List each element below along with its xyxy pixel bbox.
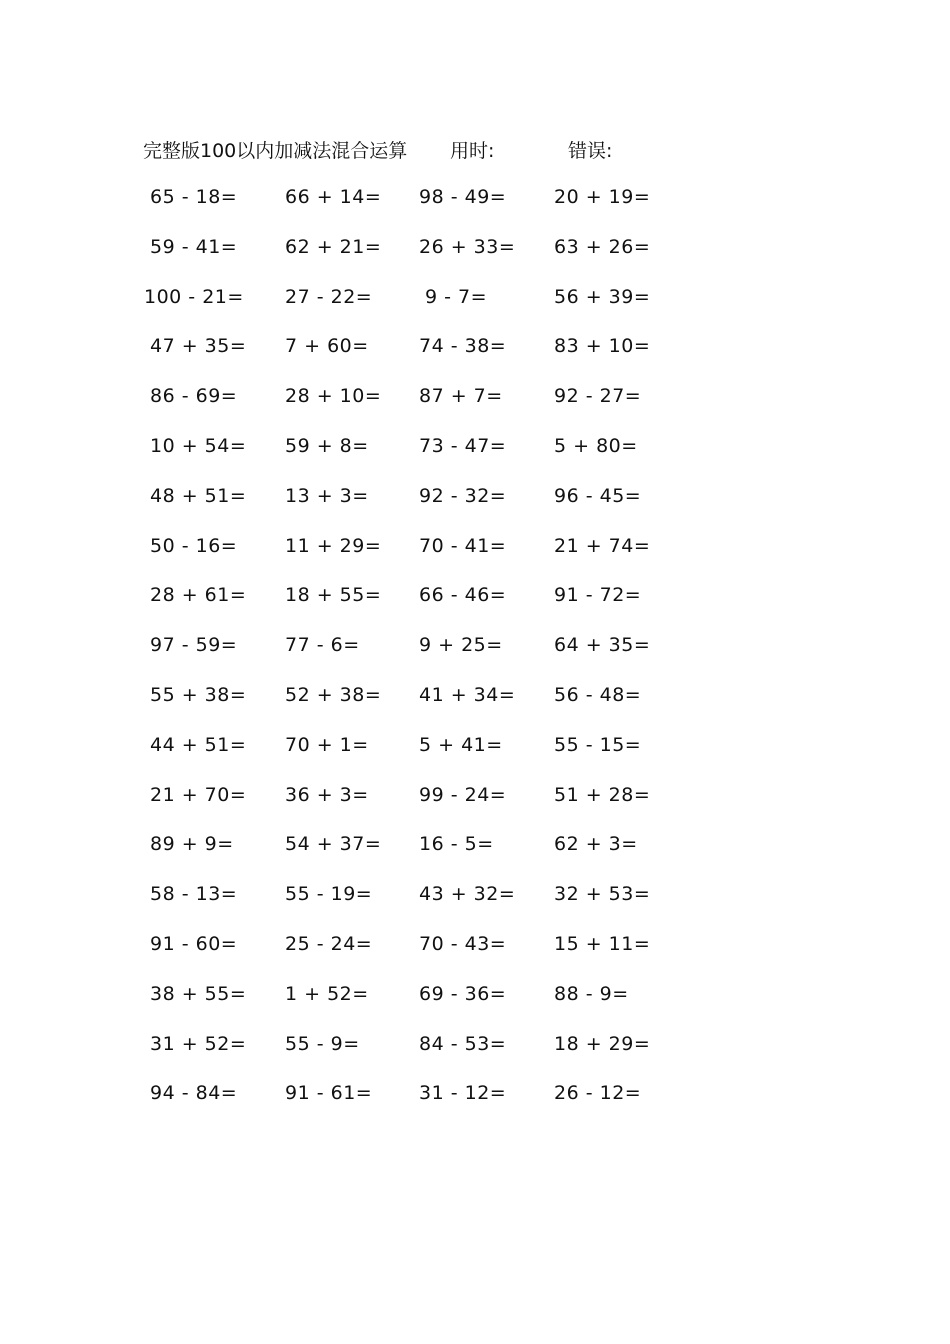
problem-r16-c1: 91 - 60= [150, 933, 238, 955]
problem-r10-c4: 64 + 35= [554, 634, 651, 656]
problem-r10-c2: 77 - 6= [285, 634, 360, 656]
problem-r13-c1: 21 + 70= [150, 784, 247, 806]
problem-r17-c1: 38 + 55= [150, 983, 247, 1005]
problem-r19-c1: 94 - 84= [150, 1082, 238, 1104]
problem-r11-c1: 55 + 38= [150, 684, 247, 706]
problem-r7-c1: 48 + 51= [150, 485, 247, 507]
problem-r11-c3: 41 + 34= [419, 684, 516, 706]
problem-r14-c3: 16 - 5= [419, 833, 494, 855]
problem-r2-c3: 26 + 33= [419, 236, 516, 258]
problem-r1-c4: 20 + 19= [554, 186, 651, 208]
problem-r12-c1: 44 + 51= [150, 734, 247, 756]
problem-r2-c1: 59 - 41= [150, 236, 238, 258]
problem-r8-c3: 70 - 41= [419, 535, 507, 557]
problem-r6-c4: 5 + 80= [554, 435, 638, 457]
problem-r5-c1: 86 - 69= [150, 385, 238, 407]
problem-r8-c4: 21 + 74= [554, 535, 651, 557]
problem-r4-c1: 47 + 35= [150, 335, 247, 357]
problem-r3-c2: 27 - 22= [285, 286, 373, 308]
worksheet-title: 完整版100以内加减法混合运算 [143, 140, 408, 162]
problem-r9-c2: 18 + 55= [285, 584, 382, 606]
problem-r11-c4: 56 - 48= [554, 684, 642, 706]
problem-r6-c1: 10 + 54= [150, 435, 247, 457]
problem-r18-c2: 55 - 9= [285, 1033, 360, 1055]
problem-r14-c4: 62 + 3= [554, 833, 638, 855]
problem-r2-c2: 62 + 21= [285, 236, 382, 258]
problem-r7-c2: 13 + 3= [285, 485, 369, 507]
problem-r8-c1: 50 - 16= [150, 535, 238, 557]
problem-r3-c4: 56 + 39= [554, 286, 651, 308]
problem-r18-c3: 84 - 53= [419, 1033, 507, 1055]
problem-r16-c3: 70 - 43= [419, 933, 507, 955]
problem-r3-c3: 9 - 7= [425, 286, 488, 308]
problem-r13-c2: 36 + 3= [285, 784, 369, 806]
problem-r7-c3: 92 - 32= [419, 485, 507, 507]
problem-r4-c2: 7 + 60= [285, 335, 369, 357]
problem-r17-c2: 1 + 52= [285, 983, 369, 1005]
problem-r10-c3: 9 + 25= [419, 634, 503, 656]
problem-r18-c1: 31 + 52= [150, 1033, 247, 1055]
problem-r18-c4: 18 + 29= [554, 1033, 651, 1055]
problem-r5-c2: 28 + 10= [285, 385, 382, 407]
problem-r1-c3: 98 - 49= [419, 186, 507, 208]
problem-r13-c4: 51 + 28= [554, 784, 651, 806]
problem-r14-c1: 89 + 9= [150, 833, 234, 855]
problem-r15-c2: 55 - 19= [285, 883, 373, 905]
problem-r9-c4: 91 - 72= [554, 584, 642, 606]
problem-r16-c2: 25 - 24= [285, 933, 373, 955]
problem-r17-c3: 69 - 36= [419, 983, 507, 1005]
problem-r4-c4: 83 + 10= [554, 335, 651, 357]
errors-label: 错误: [568, 140, 613, 162]
problem-r7-c4: 96 - 45= [554, 485, 642, 507]
problem-r13-c3: 99 - 24= [419, 784, 507, 806]
problem-r10-c1: 97 - 59= [150, 634, 238, 656]
problem-r15-c4: 32 + 53= [554, 883, 651, 905]
problem-r17-c4: 88 - 9= [554, 983, 629, 1005]
problem-r19-c4: 26 - 12= [554, 1082, 642, 1104]
problem-r16-c4: 15 + 11= [554, 933, 651, 955]
problem-r11-c2: 52 + 38= [285, 684, 382, 706]
problem-r14-c2: 54 + 37= [285, 833, 382, 855]
problem-r15-c3: 43 + 32= [419, 883, 516, 905]
problem-r5-c3: 87 + 7= [419, 385, 503, 407]
problem-r6-c3: 73 - 47= [419, 435, 507, 457]
problem-r4-c3: 74 - 38= [419, 335, 507, 357]
problem-r9-c1: 28 + 61= [150, 584, 247, 606]
problem-r19-c3: 31 - 12= [419, 1082, 507, 1104]
problem-r1-c2: 66 + 14= [285, 186, 382, 208]
time-label: 用时: [450, 140, 495, 162]
problem-r1-c1: 65 - 18= [150, 186, 238, 208]
problem-r2-c4: 63 + 26= [554, 236, 651, 258]
problem-r19-c2: 91 - 61= [285, 1082, 373, 1104]
problem-r12-c3: 5 + 41= [419, 734, 503, 756]
problem-r3-c1: 100 - 21= [144, 286, 244, 308]
problem-r6-c2: 59 + 8= [285, 435, 369, 457]
problem-r15-c1: 58 - 13= [150, 883, 238, 905]
problem-r5-c4: 92 - 27= [554, 385, 642, 407]
problem-r9-c3: 66 - 46= [419, 584, 507, 606]
problem-r12-c2: 70 + 1= [285, 734, 369, 756]
problem-r12-c4: 55 - 15= [554, 734, 642, 756]
problem-r8-c2: 11 + 29= [285, 535, 382, 557]
